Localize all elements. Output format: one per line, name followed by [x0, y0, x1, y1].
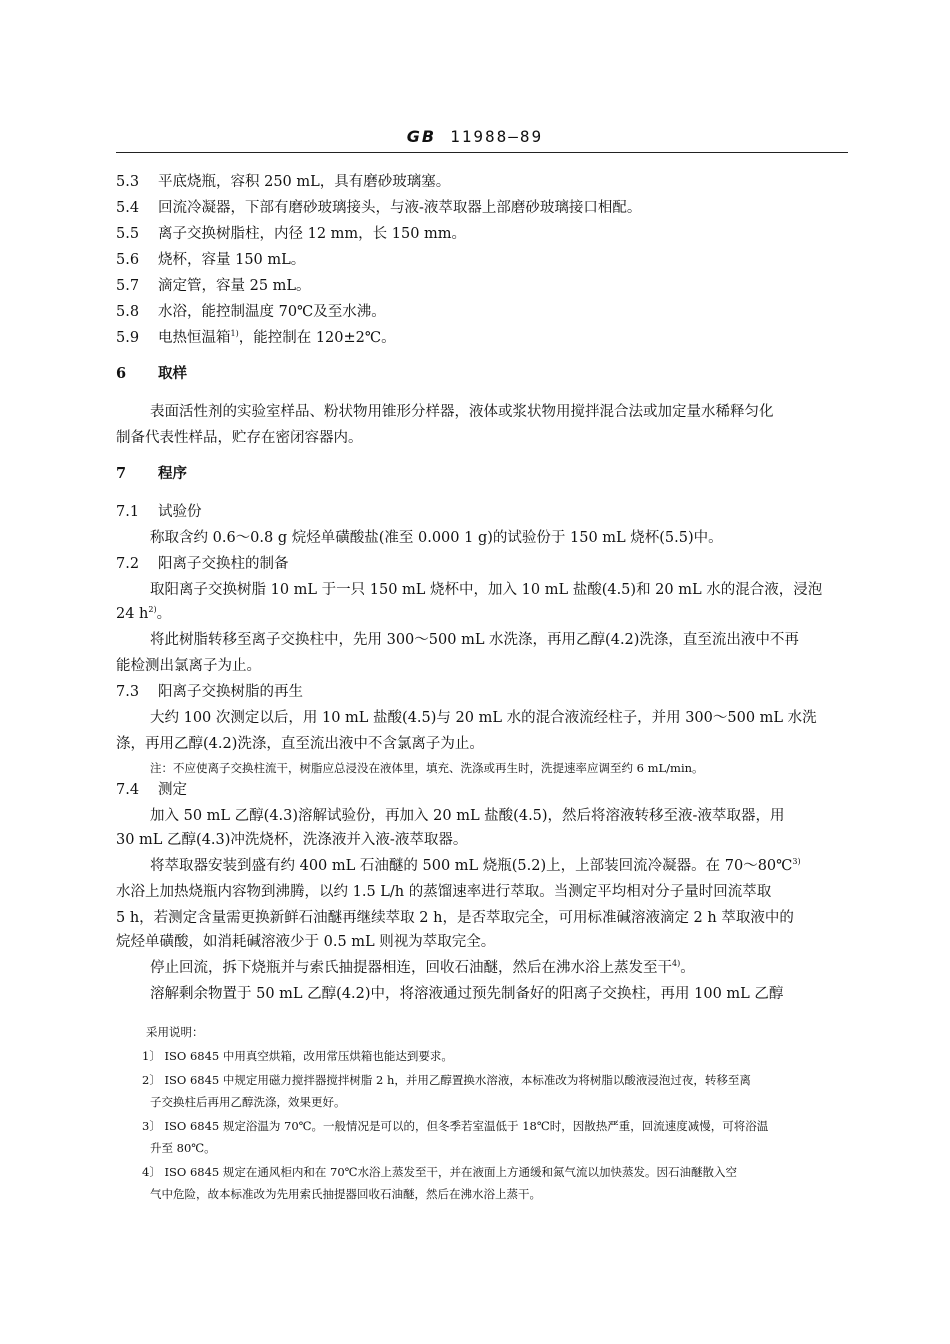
subsection-7-1-heading: 7.1 试验份: [116, 504, 202, 520]
footnote-ref-1: 1): [230, 329, 239, 338]
subsection-7-2-heading: 7.2 阳离子交换柱的制备: [116, 556, 289, 572]
footnote-3-line2: 升至 80℃。: [150, 1141, 216, 1155]
item-5-7: 5.7 滴定管，容量 25 mL。: [116, 278, 311, 294]
subsection-7-4-para1-line2: 30 mL 乙醇(4.3)冲洗烧杯，洗涤液并入液-液萃取器。: [116, 832, 468, 848]
subsection-7-4-heading: 7.4 测定: [116, 782, 187, 798]
footnote-1: 1〕 ISO 6845 中用真空烘箱，改用常压烘箱也能达到要求。: [142, 1049, 453, 1063]
subsection-7-3-heading: 7.3 阳离子交换树脂的再生: [116, 684, 303, 700]
subsection-7-4-para1-line1: 加入 50 mL 乙醇(4.3)溶解试验份，再加入 20 mL 盐酸(4.5)，然后将溶液转移至液-液萃取器，用: [150, 808, 785, 824]
standard-number: 11988—89: [450, 127, 544, 146]
subsection-7-3-para-line1: 大约 100 次测定以后，用 10 mL 盐酸(4.5)与 20 mL 水的混合液流经柱子，并用 300～500 mL 水洗: [150, 710, 817, 726]
standard-prefix: GB: [406, 127, 437, 146]
subsection-7-3-para-line2: 涤，再用乙醇(4.2)洗涤，直至流出液中不含氯离子为止。: [116, 736, 484, 752]
footnote-ref-3: 3): [792, 857, 801, 866]
footnote-2-line2: 子交换柱后再用乙醇洗涤，效果更好。: [150, 1095, 346, 1109]
footnote-4-line2: 气中危险，故本标准改为先用索氏抽提器回收石油醚，然后在沸水浴上蒸干。: [150, 1187, 541, 1201]
subsection-7-2-para2-line1: 将此树脂转移至离子交换柱中，先用 300～500 mL 水洗涤，再用乙醇(4.2)洗涤，直至流出液中不再: [150, 632, 799, 648]
subsection-7-4-para3: 停止回流，拆下烧瓶并与索氏抽提器相连，回收石油醚，然后在沸水浴上蒸发至干$^{4)}$。: [150, 959, 695, 976]
section-6-heading: 6 取样: [116, 365, 187, 382]
section-7-heading: 7 程序: [116, 465, 187, 482]
item-5-5: 5.5 离子交换树脂柱，内径 12 mm，长 150 mm。: [116, 226, 467, 242]
subsection-7-2-para1-line2: 24 $h^{2)}$。: [116, 605, 172, 622]
section-6-para-line1: 表面活性剂的实验室样品、粉状物用锥形分样器，液体或浆状物用搅拌混合法或加定量水稀释匀化: [150, 404, 774, 420]
footnote-ref-2: 2): [148, 605, 157, 614]
footnote-4-line1: 4〕 ISO 6845 规定在通风柜内和在 70℃水浴上蒸发至干，并在液面上方通缓和氮气流以加快蒸发。因石油醚散入空: [142, 1165, 738, 1179]
item-5-3: 5.3 平底烧瓶，容积 250 mL，具有磨砂玻璃塞。: [116, 174, 451, 190]
subsection-7-4-para2-line3: 5 h，若测定含量需更换新鲜石油醚再继续萃取 2 h，是否萃取完全，可用标准碱溶液滴定 2 h 萃取液中的: [116, 910, 794, 926]
item-5-6: 5.6 烧杯，容量 150 mL。: [116, 252, 306, 268]
section-6-para-line2: 制备代表性样品，贮存在密闭容器内。: [116, 430, 363, 446]
subsection-7-1-para: 称取含约 0.6～0.8 g 烷烃单磺酸盐(准至 0.000 1 g)的试验份于 150 mL 烧杯(5.5)中。: [150, 530, 723, 546]
item-5-9: 5.9 电热恒温箱$^{1)}$，能控制在 120±2℃。: [116, 329, 396, 346]
subsection-7-3-note: 注：不应使离子交换柱流干，树脂应总浸没在液体里，填充、洗涤或再生时，洗提速率应调至约 6 mL/min。: [150, 761, 704, 775]
footnote-3-line1: 3〕 ISO 6845 规定浴温为 70℃。一般情况是可以的，但冬季若室温低于 18℃时，因散热严重，回流速度减慢，可将浴温: [142, 1119, 769, 1133]
subsection-7-4-para2-line2: 水浴上加热烧瓶内容物到沸腾，以约 1.5 L/h 的蒸馏速率进行萃取。当测定平均相对分子量时回流萃取: [116, 884, 772, 900]
subsection-7-2-para2-line2: 能检测出氯离子为止。: [116, 658, 261, 674]
header-rule: [116, 152, 848, 153]
footnote-2-line1: 2〕 ISO 6845 中规定用磁力搅拌器搅拌树脂 2 h，并用乙醇置换水溶液，本标准改为将树脂以酸液浸泡过夜，转移至离: [142, 1073, 751, 1087]
item-5-8: 5.8 水浴，能控制温度 70℃及至水沸。: [116, 304, 386, 320]
subsection-7-4-para4: 溶解剩余物置于 50 mL 乙醇(4.2)中，将溶液通过预先制备好的阳离子交换柱，再用 100 mL 乙醇: [150, 986, 784, 1002]
subsection-7-4-para2-line1: 将萃取器安装到盛有约 400 mL 石油醚的 500 mL 烧瓶(5.2)上，上部装回流冷凝器。在 70～80℃$^{3)}$: [150, 857, 801, 874]
item-5-4: 5.4 回流冷凝器，下部有磨砂玻璃接头，与液-液萃取器上部磨砂玻璃接口相配。: [116, 200, 642, 216]
subsection-7-2-para1-line1: 取阳离子交换树脂 10 mL 于一只 150 mL 烧杯中，加入 10 mL 盐酸(4.5)和 20 mL 水的混合液，浸泡: [150, 582, 823, 598]
page-header: [0, 127, 950, 146]
subsection-7-4-para2-line4: 烷烃单磺酸，如消耗碱溶液少于 0.5 mL 则视为萃取完全。: [116, 934, 496, 950]
footnote-ref-4: 4): [672, 959, 681, 968]
footnotes-title: 采用说明：: [146, 1025, 204, 1039]
